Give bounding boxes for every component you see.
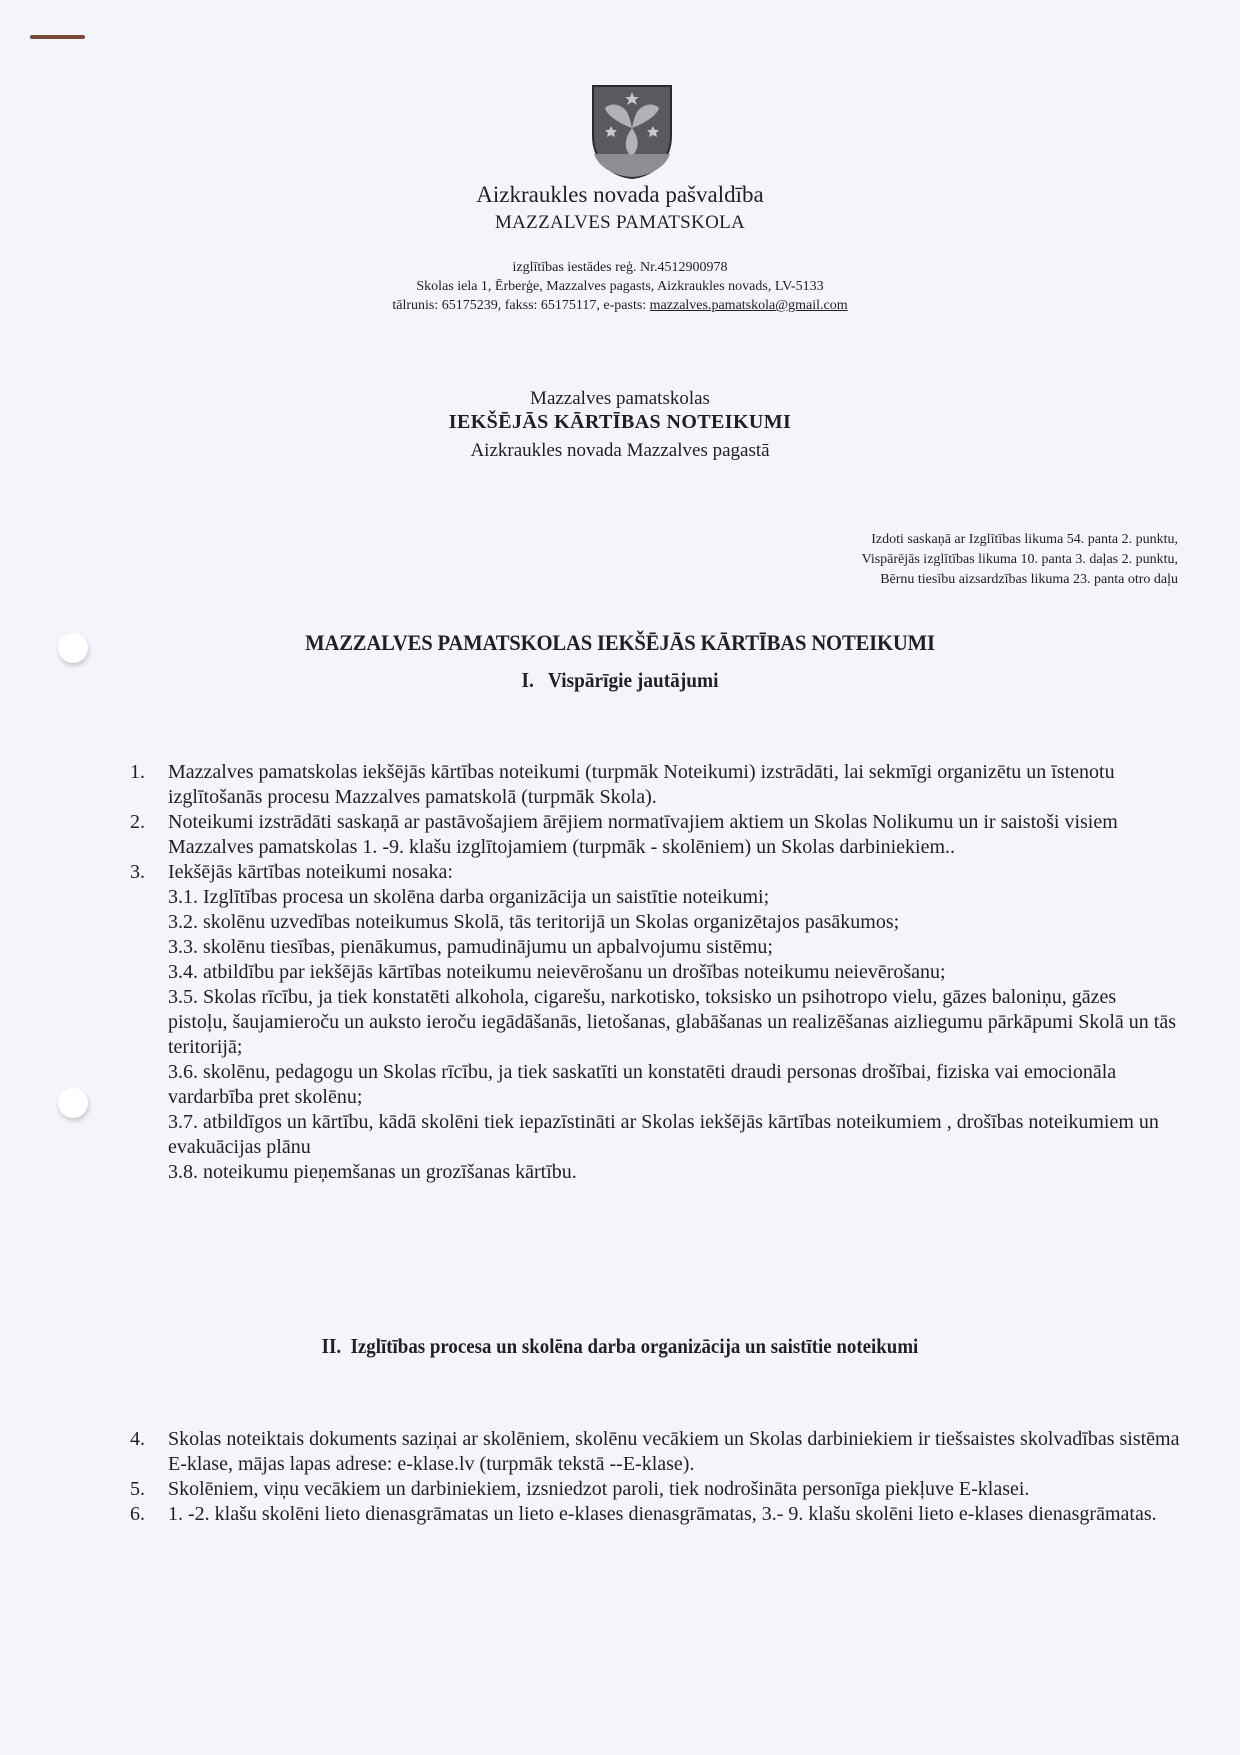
- item-number: 4.: [130, 1428, 145, 1450]
- sub-item: 3.5. Skolas rīcību, ja tiek konstatēti alkohola, cigarešu, narkotisko, toksisko un psihotropo vielu, gāzes baloniņu, gāzes pistoļu, šaujamieroču un auksto ieroču iegādāšanās, lietošanas, glabāšanas un realizēšanas aizliegumu pārkāpumi Skolā un tās teritorijā;: [168, 986, 1177, 1058]
- coat-of-arms-icon: [591, 84, 673, 180]
- document-place: Aizkraukles novada Mazzalves pagastā: [470, 440, 770, 461]
- pen-mark: [30, 35, 85, 39]
- sub-item: 3.2. skolēnu uzvedības noteikumus Skolā, tās teritorijā un Skolas organizētajos pasākumos;: [168, 911, 900, 933]
- sub-item: 3.7. atbildīgos un kārtību, kādā skolēni tiek iepazīstināti ar Skolas iekšējās kārtības noteikumiem , drošības noteikumiem un evakuācijas plānu: [168, 1111, 1159, 1158]
- sub-item: 3.4. atbildību par iekšējās kārtības noteikumu neievērošanu un drošības noteikumu neievērošanu;: [168, 961, 946, 983]
- item-number: 3.: [130, 861, 145, 883]
- contact-line: [0, 298, 1240, 314]
- legal-basis: [862, 530, 1178, 590]
- item-text: Mazzalves pamatskolas iekšējās kārtības noteikumi (turpmāk Noteikumi) izstrādāti, lai sekmīgi organizētu un īstenotu izglītošanās procesu Mazzalves pamatskolā (turpmāk Skola).: [168, 761, 1115, 808]
- list-item: [130, 1502, 1180, 1527]
- section-2-list: [130, 1427, 1180, 1527]
- list-item: [130, 1427, 1180, 1477]
- sub-item: 3.8. noteikumu pieņemšanas un grozīšanas kārtību.: [168, 1161, 577, 1183]
- item-text: Skolēniem, viņu vecākiem un darbiniekiem, izsniedzot paroli, tiek nodrošināta personīga piekļuve E-klasei.: [168, 1478, 1030, 1500]
- document-title: IEKŠĒJĀS KĀRTĪBAS NOTEIKUMI: [448, 411, 792, 433]
- sub-item: 3.3. skolēnu tiesības, pienākumus, pamudinājumu un apbalvojumu sistēmu;: [168, 936, 773, 958]
- school-address: Skolas iela 1, Ērberģe, Mazzalves pagasts, Aizkraukles novads, LV-5133: [416, 279, 824, 294]
- item-text: Noteikumi izstrādāti saskaņā ar pastāvošajiem ārējiem normatīvajiem aktiem un Skolas Nolikumu un ir saistoši visiem Mazzalves pamatskolas 1. -9. klašu izglītojamiem (turpmāk - skolēniem) un Skolas darbiniekiem..: [168, 811, 1118, 858]
- list-item: [130, 760, 1180, 810]
- list-item: [130, 1477, 1180, 1502]
- item-text: 1. -2. klašu skolēni lieto dienasgrāmatas un lieto e-klases dienasgrāmatas, 3.- 9. klašu skolēni lieto e-klases dienasgrāmatas.: [168, 1503, 1157, 1525]
- pre-title: Mazzalves pamatskolas: [530, 388, 710, 409]
- item-text: Iekšējās kārtības noteikumi nosaka:: [168, 861, 453, 883]
- item-number: 5.: [130, 1478, 145, 1500]
- item-text: Skolas noteiktais dokuments saziņai ar skolēniem, skolēnu vecākiem un Skolas darbiniekiem ir tiešsaistes skolvadības sistēma E-klase, mājas lapas adrese: e-klase.lv (turpmāk tekstā --E-klase).: [168, 1428, 1180, 1475]
- legal-basis-line: Bērnu tiesību aizsardzības likuma 23. panta otro daļu: [880, 572, 1178, 587]
- section-1-title: I. Vispārīgie jautājumi: [521, 668, 719, 692]
- legal-basis-line: Vispārējās izglītības likuma 10. panta 3. daļas 2. punktu,: [861, 552, 1178, 567]
- main-title: MAZZALVES PAMATSKOLAS IEKŠĒJĀS KĀRTĪBAS NOTEIKUMI: [305, 630, 935, 655]
- section-1-list: [130, 760, 1180, 1185]
- list-item: [130, 860, 1180, 885]
- item-number: 1.: [130, 761, 145, 783]
- sub-item: 3.1. Izglītības procesa un skolēna darba organizācija un saistītie noteikumi;: [168, 886, 770, 908]
- item-number: 6.: [130, 1503, 145, 1525]
- registration-number: izglītības iestādes reģ. Nr.4512900978: [512, 260, 728, 275]
- section-2-title: II. Izglītības procesa un skolēna darba organizācija un saistītie noteikumi: [321, 1334, 919, 1358]
- list-item: [130, 810, 1180, 860]
- item-number: 2.: [130, 811, 145, 833]
- school-name: MAZZALVES PAMATSKOLA: [494, 212, 746, 233]
- legal-basis-line: Izdoti saskaņā ar Izglītības likuma 54. panta 2. punktu,: [871, 532, 1178, 547]
- municipality-name: Aizkraukles novada pašvaldība: [476, 182, 764, 207]
- email-link[interactable]: mazzalves.pamatskola@gmail.com: [649, 298, 848, 313]
- punch-hole: [58, 1088, 88, 1118]
- sub-item: 3.6. skolēnu, pedagogu un Skolas rīcību, ja tiek saskatīti un konstatēti draudi personas drošībai, fiziska vai emocionāla vardarbība pret skolēnu;: [168, 1061, 1117, 1108]
- phone-fax: tālrunis: 65175239, fakss: 65175117, e-pasts:: [392, 298, 650, 313]
